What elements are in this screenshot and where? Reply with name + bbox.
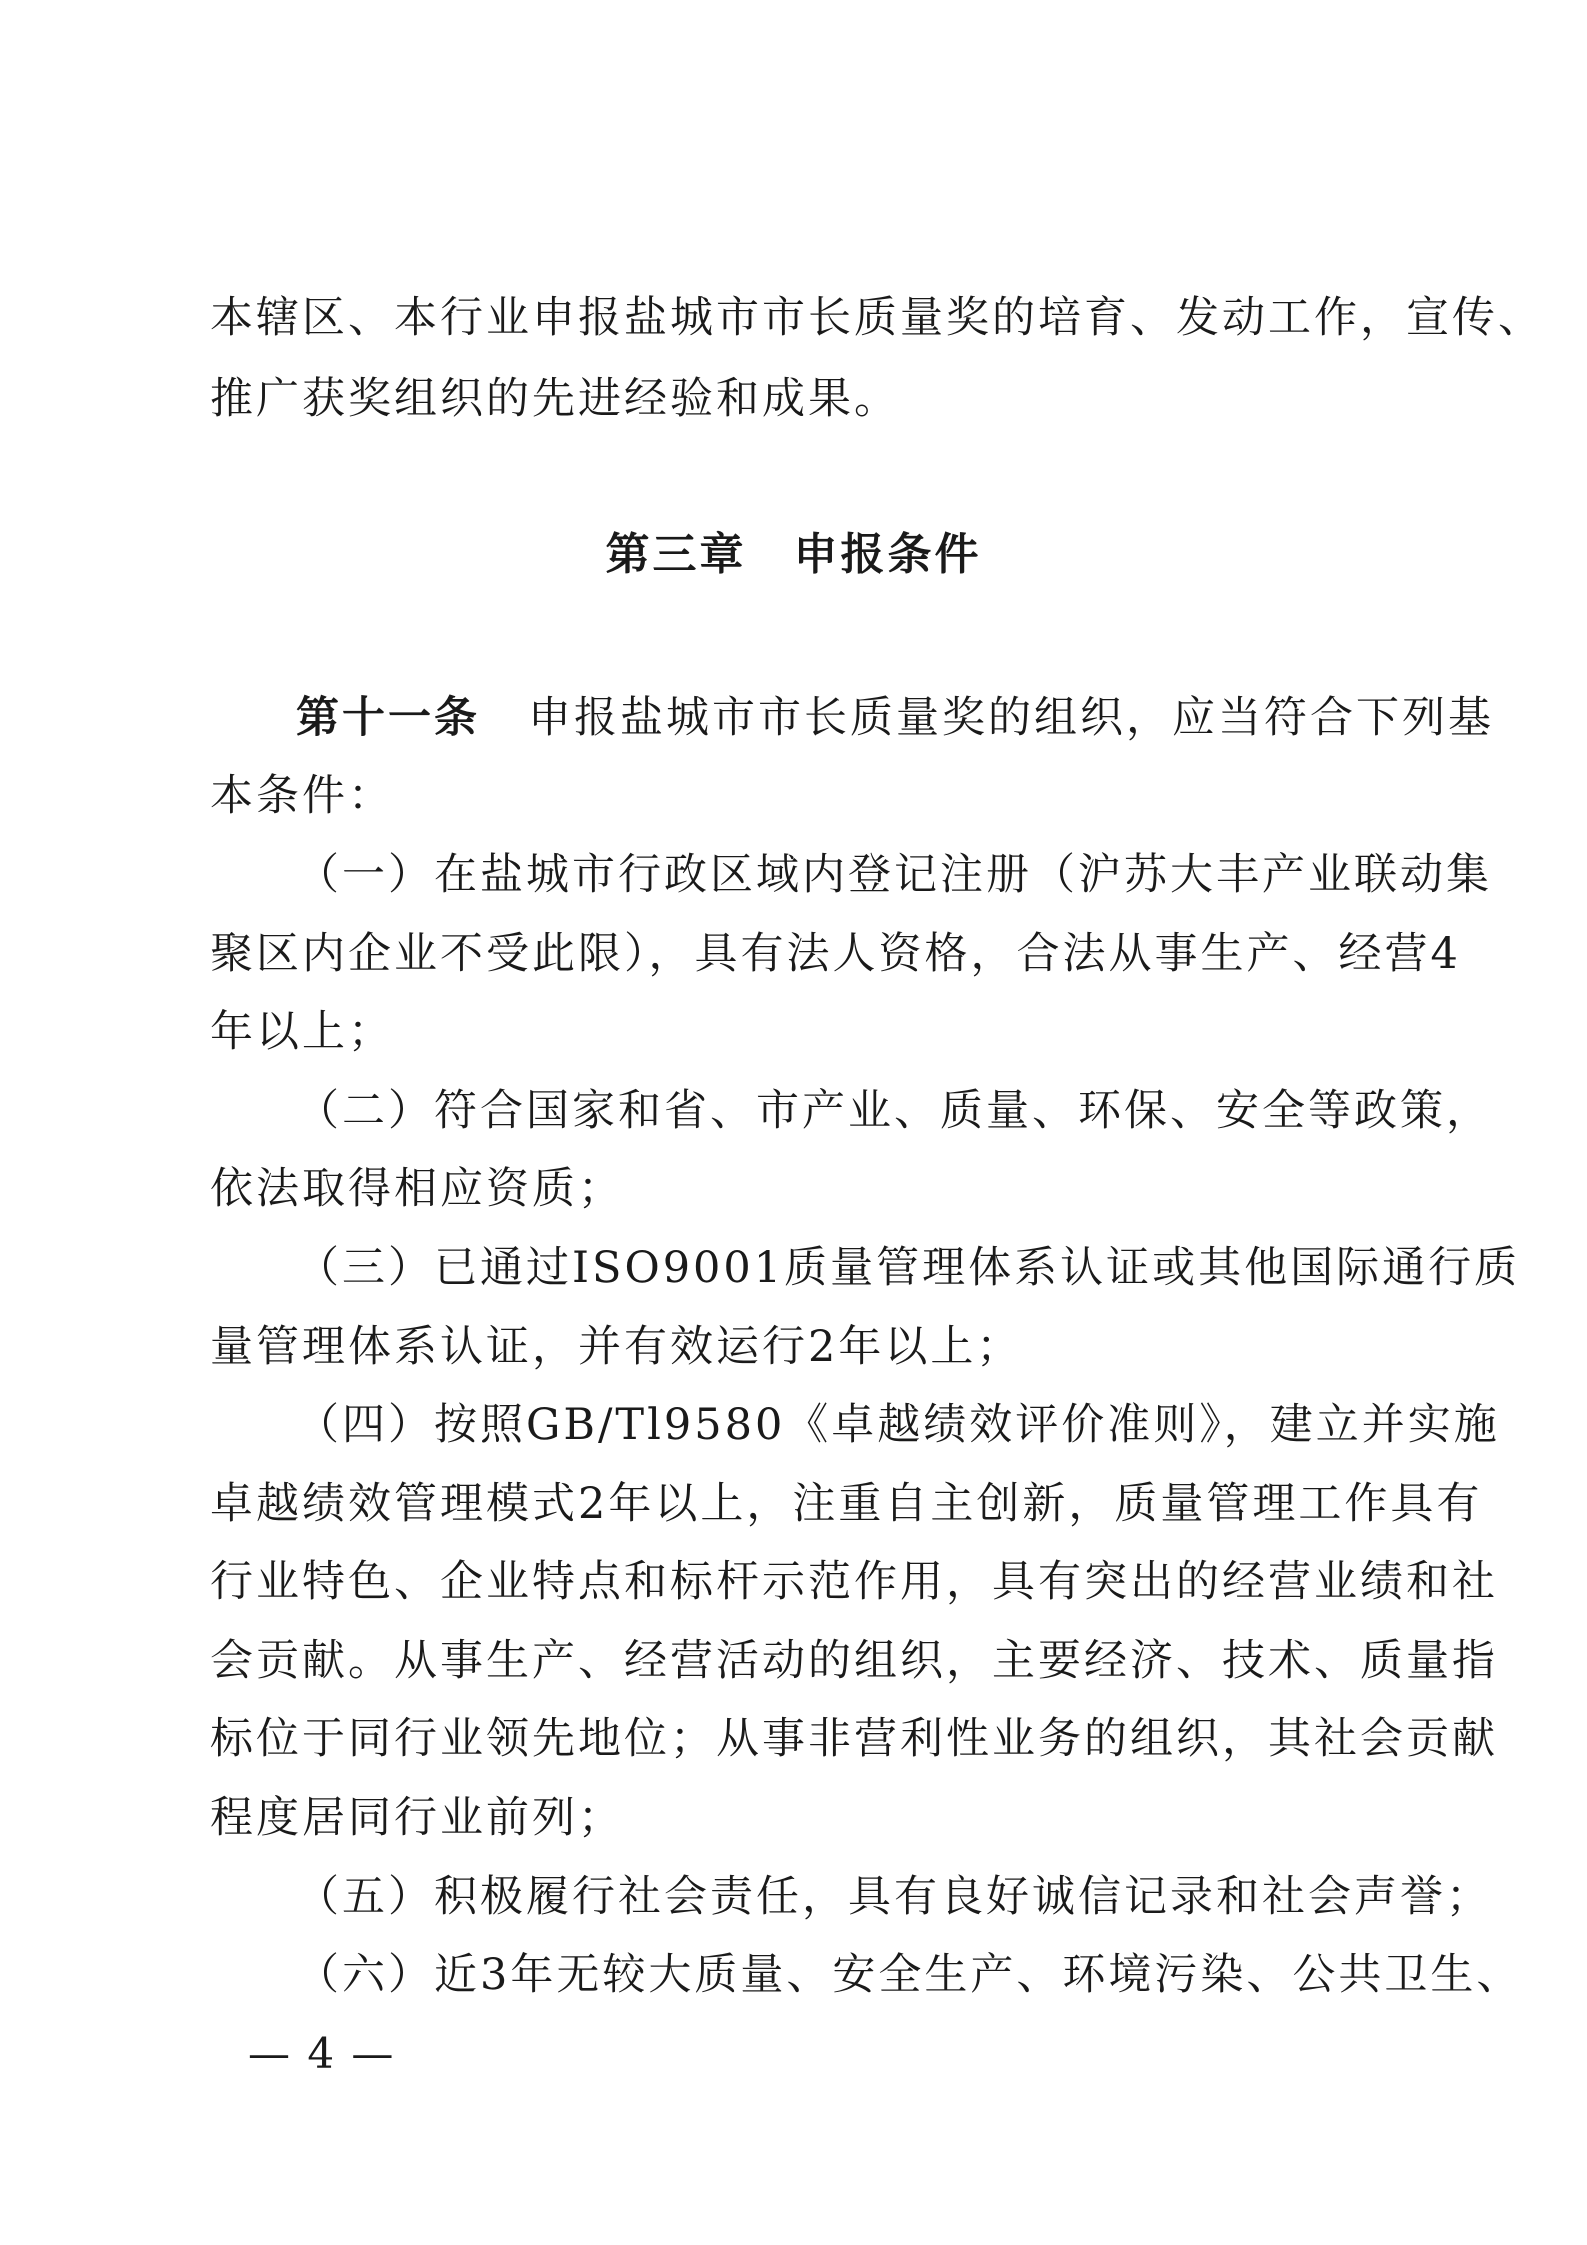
article-first-line bbox=[296, 693, 1494, 743]
clause-line: 量管理体系认证，并有效运行2年以上； bbox=[210, 1322, 1023, 1372]
intro-line: 推广获奖组织的先进经验和成果。 bbox=[210, 374, 900, 424]
chapter-heading: 第三章 申报条件 bbox=[605, 529, 982, 580]
clause-line: （三）已通过ISO9001质量管理体系认证或其他国际通行质 bbox=[296, 1243, 1521, 1293]
clause-line: 聚区内企业不受此限），具有法人资格，合法从事生产、经营4 bbox=[210, 929, 1461, 979]
page-number: — 4 — bbox=[248, 2029, 396, 2078]
article-text: 申报盐城市市长质量奖的组织，应当符合下列基 bbox=[528, 693, 1494, 743]
intro-line: 本辖区、本行业申报盐城市市长质量奖的培育、发动工作，宣传、 bbox=[210, 293, 1544, 343]
article-label: 第十一条 bbox=[296, 693, 480, 743]
clause-line: （五）积极履行社会责任，具有良好诚信记录和社会声誉； bbox=[296, 1872, 1492, 1922]
clause-line: 会贡献。从事生产、经营活动的组织，主要经济、技术、质量指 bbox=[210, 1636, 1498, 1686]
clause-line: 标位于同行业领先地位；从事非营利性业务的组织，其社会贡献 bbox=[210, 1714, 1498, 1764]
clause-line: （二）符合国家和省、市产业、质量、环保、安全等政策， bbox=[296, 1086, 1492, 1136]
clause-line: （六）近3年无较大质量、安全生产、环境污染、公共卫生、 bbox=[296, 1950, 1523, 2000]
clause-line: （四）按照GB/Tl9580《卓越绩效评价准则》，建立并实施 bbox=[296, 1400, 1500, 1450]
article-continuation: 本条件： bbox=[210, 771, 394, 821]
clause-line: 卓越绩效管理模式2年以上，注重自主创新，质量管理工作具有 bbox=[210, 1479, 1483, 1529]
clause-line: 行业特色、企业特点和标杆示范作用，具有突出的经营业绩和社 bbox=[210, 1557, 1498, 1607]
clause-line: 程度居同行业前列； bbox=[210, 1793, 624, 1843]
clause-line: 年以上； bbox=[210, 1007, 394, 1057]
clause-line: （一）在盐城市行政区域内登记注册（沪苏大丰产业联动集 bbox=[296, 850, 1492, 900]
clause-line: 依法取得相应资质； bbox=[210, 1164, 624, 1214]
